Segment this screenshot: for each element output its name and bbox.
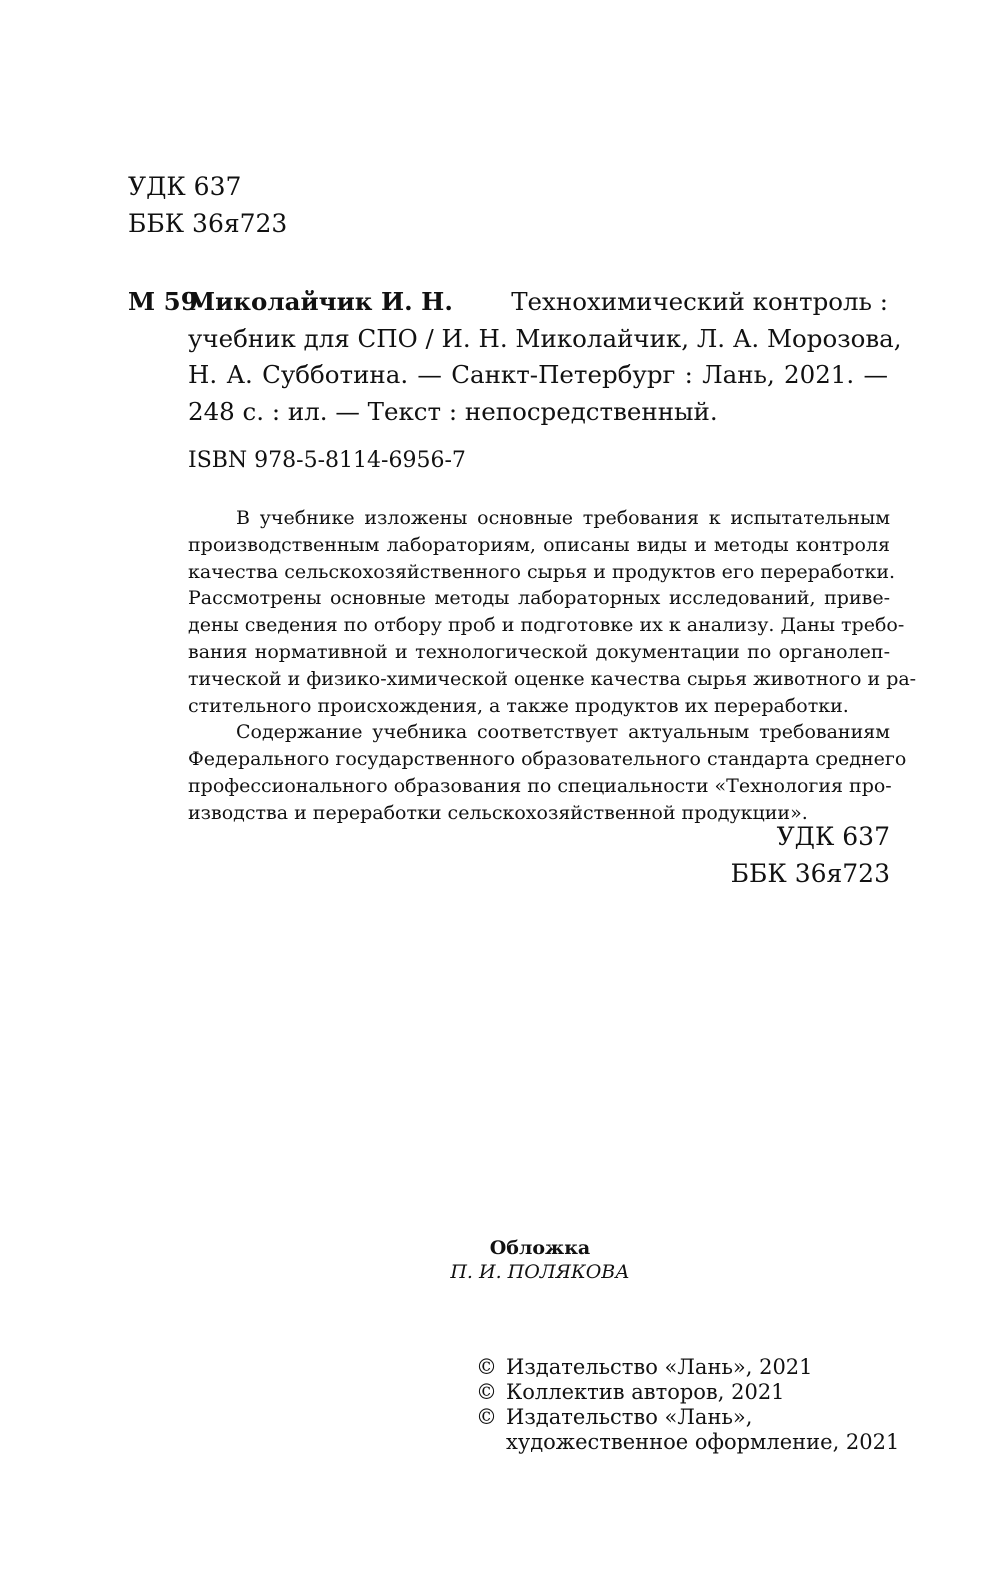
annotation-line: Рассмотрены основные методы лабораторных исследований, приве- bbox=[188, 587, 890, 610]
copyright-line-continuation bbox=[476, 1430, 899, 1455]
author-heading: Миколайчик И. Н. bbox=[188, 287, 453, 316]
bbk-code: ББК 36я723 bbox=[128, 209, 288, 238]
annotation-line: производственным лабораториям, описаны виды и методы контроля bbox=[188, 533, 890, 556]
copyright-text: художественное оформление, 2021 bbox=[506, 1430, 900, 1454]
copyright-block bbox=[476, 1355, 899, 1455]
annotation-line: дены сведения по отбору проб и подготовке их к анализу. Даны требо- bbox=[188, 614, 905, 637]
copyright-line bbox=[476, 1355, 899, 1380]
copyright-icon: © bbox=[476, 1380, 497, 1404]
annotation-line: Федерального государственного образовательного стандарта среднего bbox=[188, 748, 907, 771]
bibliographic-description bbox=[188, 284, 902, 430]
author-sign: М 59 bbox=[128, 287, 198, 316]
cover-label: Обложка bbox=[489, 1237, 591, 1259]
annotation-line: тической и физико-химической оценке качества сырья животного и ра- bbox=[188, 667, 917, 690]
udk-code: УДК 637 bbox=[128, 172, 242, 201]
cover-designer: П. И. ПОЛЯКОВА bbox=[450, 1261, 630, 1283]
entry-line-3: Н. А. Субботина. — Санкт-Петербург : Лань, 2021. — bbox=[188, 360, 888, 389]
bbk-code: ББК 36я723 bbox=[730, 859, 890, 888]
annotation-line: изводства и переработки сельскохозяйственной продукции». bbox=[188, 801, 808, 824]
annotation-paragraph-2 bbox=[188, 719, 907, 826]
copyright-line bbox=[476, 1380, 899, 1405]
catalog-entry bbox=[128, 284, 902, 430]
annotation-line: профессионального образования по специальности «Технология про- bbox=[188, 774, 892, 797]
annotation-line: стительного происхождения, а также продуктов их переработки. bbox=[188, 694, 849, 717]
classification-codes-top bbox=[128, 168, 287, 242]
annotation bbox=[188, 505, 917, 827]
isbn: ISBN 978-5-8114-6956-7 bbox=[188, 448, 466, 473]
annotation-line: В учебнике изложены основные требования к испытательным bbox=[236, 507, 890, 529]
copyright-text: Издательство «Лань», 2021 bbox=[506, 1355, 813, 1379]
classification-codes-bottom bbox=[731, 818, 890, 892]
udk-code: УДК 637 bbox=[776, 822, 890, 851]
annotation-line: Содержание учебника соответствует актуальным требованиям bbox=[236, 721, 890, 744]
copyright-line bbox=[476, 1405, 899, 1430]
copyright-text: Издательство «Лань», bbox=[506, 1405, 753, 1429]
entry-line-4: 248 с. : ил. — Текст : непосредственный. bbox=[188, 396, 718, 426]
title-start: Технохимический контроль : bbox=[511, 287, 888, 316]
cover-credit bbox=[420, 1236, 660, 1284]
annotation-paragraph-1 bbox=[188, 505, 917, 719]
annotation-line: качества сельскохозяйственного сырья и продуктов его переработки. bbox=[188, 560, 896, 583]
copyright-icon: © bbox=[476, 1405, 497, 1429]
entry-line-1 bbox=[188, 284, 888, 321]
copyright-icon: © bbox=[476, 1355, 497, 1379]
copyright-text: Коллектив авторов, 2021 bbox=[506, 1380, 785, 1404]
entry-line-2: учебник для СПО / И. Н. Миколайчик, Л. А. Морозова, bbox=[188, 323, 902, 353]
annotation-line: вания нормативной и технологической документации по органолеп- bbox=[188, 640, 890, 663]
